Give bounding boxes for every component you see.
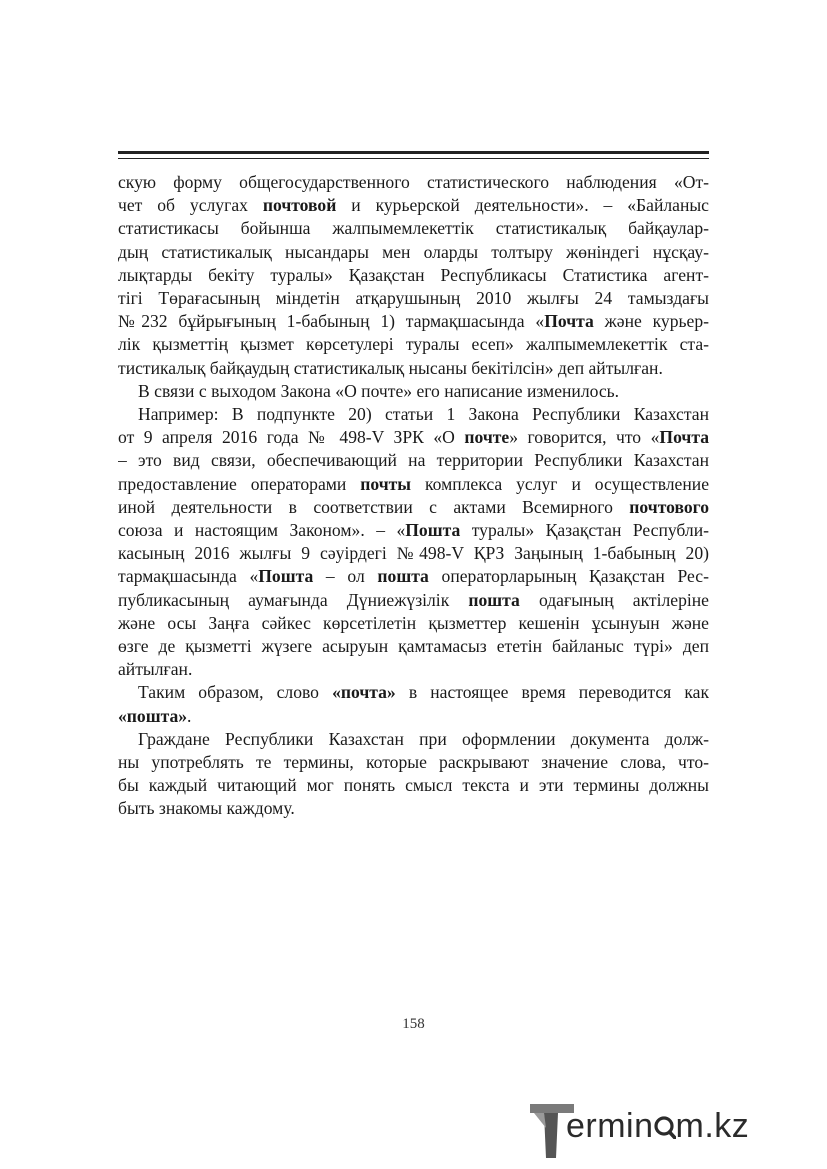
text-run: және курьер-: [593, 311, 709, 332]
text-run: лік қызметтің қызмет көрсетулері туралы есеп» жалпымемлекеттік ста-: [118, 334, 709, 355]
text-run: айтылған.: [118, 659, 193, 680]
paragraph: [118, 171, 709, 380]
page-body: [118, 171, 709, 821]
text-run: в настоящее время переводится как: [395, 682, 709, 703]
watermark-text-part: m.kz: [675, 1107, 750, 1145]
text-run: операторларының Қазақстан Рес-: [428, 566, 709, 587]
bold-term: Почта: [659, 427, 709, 448]
bold-term: почте: [464, 427, 510, 448]
text-line: [118, 217, 709, 240]
text-run: комплекса услуг и осуществление: [411, 473, 709, 494]
bold-term: почтового: [629, 496, 709, 517]
text-run: лықтарды бекіту туралы» Қазақстан Республикасы Статистика агент-: [118, 264, 709, 285]
text-line: [118, 635, 709, 658]
text-line: [118, 333, 709, 356]
bold-term: «почта»: [332, 682, 396, 703]
text-line: [118, 705, 709, 728]
bold-term: Пошта: [405, 520, 461, 541]
text-line: [118, 310, 709, 333]
bold-term: «пошта»: [118, 705, 188, 726]
text-run: одағының актілеріне: [519, 589, 709, 610]
text-line: [118, 287, 709, 310]
text-run: Например: В подпункте 20) статьи 1 Закона Республики Казахстан: [138, 404, 709, 425]
header-rule-thick: [118, 151, 709, 154]
text-line: [118, 589, 709, 612]
text-run: бы каждый читающий мог понять смысл текста и эти термины должны: [118, 775, 709, 796]
text-line: [118, 357, 709, 380]
paragraph: [118, 403, 709, 681]
termincom-watermark-logo: [522, 1100, 822, 1160]
text-run: » говорится, что «: [509, 427, 660, 448]
text-run: Граждане Республики Казахстан при оформлении документа долж-: [138, 728, 709, 749]
bold-term: почтовой: [262, 195, 337, 216]
bold-term: пошта: [468, 589, 520, 610]
bold-term: пошта: [377, 566, 429, 587]
text-line: [118, 426, 709, 449]
text-run: скую форму общегосударственного статистического наблюдения «От-: [118, 172, 709, 192]
page-number: 158: [402, 1016, 425, 1032]
magnifier-o-icon: [654, 1108, 676, 1132]
text-run: .: [187, 705, 192, 726]
text-line: [118, 612, 709, 635]
text-run: – это вид связи, обеспечивающий на территории Республики Казахстан: [118, 450, 709, 471]
paragraph: [118, 380, 709, 403]
text-line: [118, 264, 709, 287]
text-run: туралы» Қазақстан Республи-: [460, 520, 709, 541]
text-line: [118, 542, 709, 565]
watermark-text-part: ermin: [566, 1107, 654, 1145]
text-line: [118, 797, 709, 820]
text-run: В связи с выходом Закона «О почте» его написание изменилось.: [138, 380, 620, 401]
bold-term: Почта: [544, 311, 594, 332]
text-line: [118, 496, 709, 519]
text-line: [118, 241, 709, 264]
text-run: ны употреблять те термины, которые раскрывают значение слова, что-: [118, 752, 709, 773]
text-line: [118, 565, 709, 588]
text-line: [118, 774, 709, 797]
text-run: №232 бұйрығының 1-бабының 1) тармақшасында «: [118, 311, 545, 332]
text-line: [118, 194, 709, 217]
text-run: тистикалық байқаудың статистикалық нысаны бекітілсін» деп айтылған.: [118, 357, 663, 378]
text-run: и курьерской деятельности». – «Байланыс: [336, 195, 709, 216]
text-line: [118, 449, 709, 472]
text-run: өзге де қызметті жүзеге асыруын қамтамасыз ететін байланыс түрі» деп: [118, 636, 709, 657]
header-rule-thin: [118, 158, 709, 159]
text-line: [118, 681, 709, 704]
text-line: [118, 473, 709, 496]
text-line: [118, 519, 709, 542]
text-run: статистикасы бойынша жалпымемлекеттік статистикалық байқаулар-: [118, 218, 709, 239]
text-line: [118, 658, 709, 681]
watermark-text: [566, 1106, 749, 1146]
text-run: быть знакомы каждому.: [118, 798, 295, 819]
text-run: предоставление операторами: [118, 473, 361, 494]
text-line: [118, 728, 709, 751]
text-run: иной деятельности в соответствии с актами Всемирного: [118, 496, 630, 517]
text-run: союза и настоящим Законом». – «: [118, 520, 406, 541]
text-run: дың статистикалық нысандары мен оларды толтыру жөніндегі нұсқау-: [118, 241, 709, 262]
text-run: – ол: [313, 566, 378, 587]
bold-term: Пошта: [258, 566, 314, 587]
text-run: касының 2016 жылғы 9 сәуірдегі №498-V ҚРЗ Заңының 1-бабының 20): [118, 543, 709, 564]
text-run: чет об услугах: [118, 195, 263, 216]
text-line: [118, 380, 709, 403]
text-line: [118, 403, 709, 426]
text-run: публикасының аумағында Дүниежүзілік: [118, 589, 469, 610]
text-run: тармақшасында «: [118, 566, 259, 587]
bold-term: почты: [360, 473, 412, 494]
text-run: тігі Төрағасының міндетін атқарушының 2010 жылғы 24 тамыздағы: [118, 288, 709, 309]
text-line: [118, 751, 709, 774]
text-line: [118, 171, 709, 194]
paragraph: [118, 728, 709, 821]
text-run: Таким образом, слово: [138, 682, 333, 703]
paragraph: [118, 681, 709, 727]
text-run: және осы Заңға сәйкес көрсетілетін қызметтер кешенін ұсынуын және: [118, 612, 709, 633]
text-run: от 9 апреля 2016 года № 498-V ЗРК «О: [118, 427, 465, 448]
